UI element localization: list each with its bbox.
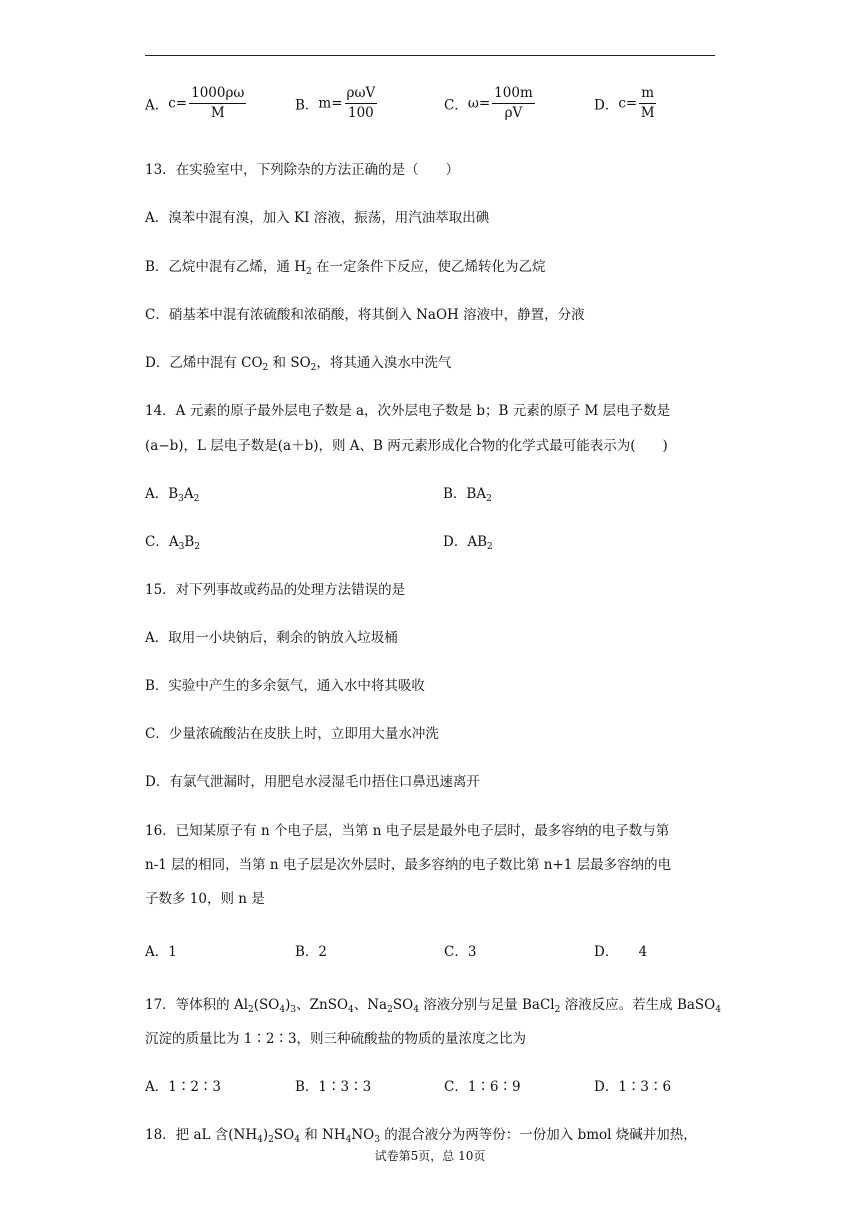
formula-lhs: m=: [318, 95, 343, 112]
numerator: m: [639, 84, 656, 104]
subscript: 4: [348, 1005, 354, 1015]
q16-stem-line3: 子数多 10，则 n 是: [145, 891, 265, 907]
text: 溶液反应。若生成 BaSO: [560, 997, 716, 1013]
numerator: ρωV: [345, 84, 378, 104]
text: B．乙烷中混有乙烯，通 H: [145, 259, 306, 275]
q17-option-c: C．1∶6∶9: [444, 1079, 521, 1095]
numerator: 1000ρω: [189, 84, 246, 104]
q14-stem-line2: (a−b)，L 层电子数是(a＋b)，则 A、B 两元素形成化合物的化学式最可能表示为( ): [145, 438, 668, 454]
subscript: 3: [374, 1135, 380, 1145]
denominator: ρV: [504, 105, 523, 121]
text: ): [262, 1127, 269, 1143]
q15-stem: 15．对下列事故或药品的处理方法错误的是: [145, 582, 406, 598]
subscript: 4: [257, 1135, 263, 1145]
q12-option-c: [444, 84, 537, 123]
q13-option-c: C．硝基苯中混有浓硫酸和浓硝酸，将其倒入 NaOH 溶液中，静置，分液: [145, 307, 585, 323]
q17-stem-line1: [145, 995, 721, 1020]
q17-option-a: A．1∶2∶3: [145, 1079, 222, 1095]
q16-stem-line1: 16．已知某原子有 n 个电子层，当第 n 电子层是最外电子层时，最多容纳的电子数与第: [145, 823, 670, 839]
subscript: 2: [194, 542, 200, 552]
subscript: 2: [486, 494, 492, 504]
numerator: 100m: [492, 84, 535, 104]
text: 在一定条件下反应，使乙烯转化为乙烷: [311, 259, 546, 275]
text: 和 SO: [268, 355, 311, 371]
q16-stem-line2: n-1 层的相同，当第 n 电子层是次外层时，最多容纳的电子数比第 n+1 层最多容纳的电: [145, 857, 672, 873]
option-label: B．: [295, 97, 319, 114]
subscript: 4: [413, 1005, 419, 1015]
q13-stem: 13．在实验室中，下列除杂的方法正确的是（ ）: [145, 162, 460, 178]
q15-option-a: A．取用一小块钠后，剩余的钠放入垃圾桶: [145, 630, 398, 646]
subscript: 3: [178, 494, 184, 504]
q16-option-b: B．2: [295, 944, 328, 960]
text: B: [184, 534, 195, 550]
fraction: [639, 84, 656, 123]
text: D．AB: [443, 534, 487, 550]
q13-option-b: [145, 257, 546, 282]
text: B．BA: [443, 486, 487, 502]
header-rule: [145, 55, 715, 56]
q12-option-a: [145, 84, 248, 123]
fraction: [189, 84, 246, 123]
denominator: M: [210, 105, 225, 121]
text: 18．把 aL 含(NH: [145, 1127, 258, 1143]
fraction: [492, 84, 535, 123]
text: (SO: [253, 997, 280, 1013]
text: 和 NH: [299, 1127, 346, 1143]
page-footer: 试卷第5页，总 10页: [374, 1149, 486, 1163]
q16-option-c: C．3: [444, 944, 477, 960]
q12-option-d: [594, 84, 658, 123]
subscript: 4: [279, 1005, 286, 1015]
text: ，将其通入溴水中洗气: [316, 355, 452, 371]
subscript: 4: [345, 1135, 352, 1145]
option-label: C．: [444, 97, 468, 114]
subscript: 3: [290, 1005, 297, 1015]
subscript: 2: [387, 1005, 393, 1015]
q17-stem-line2: 沉淀的质量比为 1∶2∶3，则三种硫酸盐的物质的量浓度之比为: [145, 1031, 527, 1047]
text: 、ZnSO: [296, 997, 349, 1013]
text: 、Na: [353, 997, 388, 1013]
q17-option-b: B．1∶3∶3: [295, 1079, 372, 1095]
option-label: D．: [594, 97, 619, 114]
text: C．A: [145, 534, 179, 550]
q16-option-d: D． 4: [594, 944, 648, 960]
q14-option-b: [443, 484, 492, 509]
subscript: 2: [193, 494, 200, 504]
text: 17．等体积的 Al: [145, 997, 249, 1013]
text: SO: [273, 1127, 295, 1143]
subscript: 2: [310, 363, 317, 373]
text: D．乙烯中混有 CO: [145, 355, 263, 371]
subscript: 2: [268, 1135, 274, 1145]
denominator: M: [640, 105, 655, 121]
text: NO: [351, 1127, 375, 1143]
q17-option-d: D．1∶3∶6: [594, 1079, 672, 1095]
q15-option-c: C．少量浓硫酸沾在皮肤上时，立即用大量水冲洗: [145, 726, 439, 742]
formula-lhs: c=: [618, 95, 638, 112]
q16-option-a: A．1: [145, 944, 177, 960]
q12-option-b: [295, 84, 379, 123]
text: 溶液分别与足量 BaCl: [418, 997, 555, 1013]
subscript: 2: [262, 363, 269, 373]
formula-lhs: ω=: [467, 95, 491, 112]
subscript: 4: [715, 1005, 721, 1015]
formula-lhs: c=: [168, 95, 188, 112]
subscript: 3: [178, 542, 185, 552]
denominator: 100: [348, 105, 374, 121]
q13-option-d: [145, 353, 451, 378]
q15-option-b: B．实验中产生的多余氨气，通入水中将其吸收: [145, 678, 425, 694]
subscript: 2: [248, 1005, 254, 1015]
subscript: 4: [294, 1135, 300, 1145]
text: ): [285, 997, 291, 1013]
option-label: A．: [145, 97, 169, 114]
subscript: 2: [306, 267, 312, 277]
text: A: [183, 486, 194, 502]
q14-stem-line1: 14．A 元素的原子最外层电子数是 a，次外层电子数是 b；B 元素的原子 M 层电子数是: [145, 403, 671, 419]
subscript: 2: [487, 542, 493, 552]
q14-option-a: [145, 484, 199, 509]
fraction: [345, 84, 378, 123]
q13-option-a: A．溴苯中混有溴，加入 KI 溶液，振荡，用汽油萃取出碘: [145, 210, 490, 226]
text: 的混合液分为两等份：一份加入 bmol 烧碱并加热，: [379, 1127, 697, 1143]
text: A．B: [145, 486, 179, 502]
text: SO: [392, 997, 414, 1013]
subscript: 2: [554, 1005, 561, 1015]
q14-option-c: [145, 532, 200, 557]
q15-option-d: D．有氯气泄漏时，用肥皂水浸湿毛巾捂住口鼻迅速离开: [145, 774, 480, 790]
q14-option-d: [443, 532, 493, 557]
